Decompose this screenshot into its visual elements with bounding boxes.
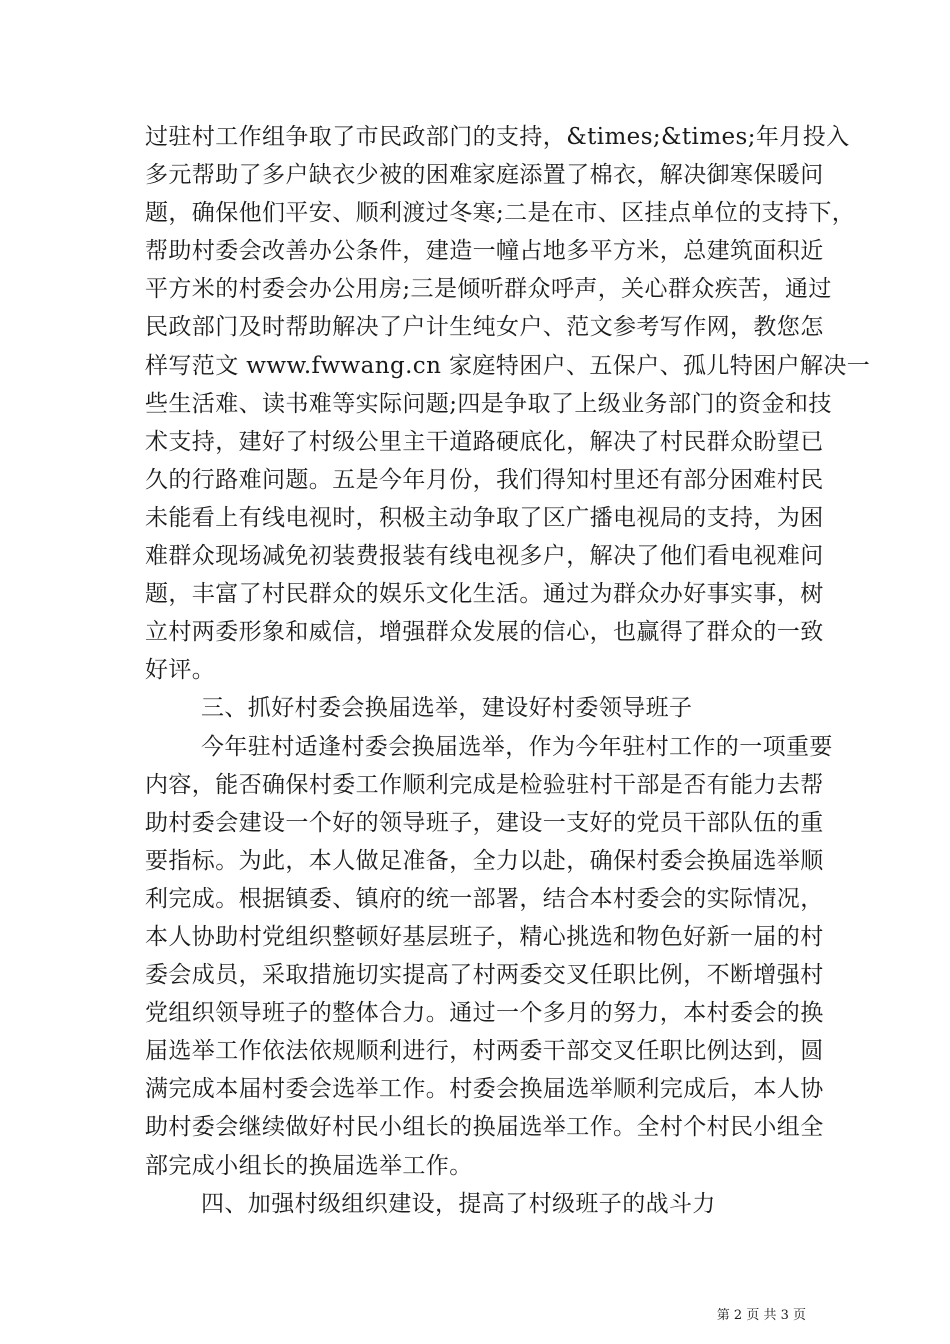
text-line: 委会成员，采取措施切实提高了村两委交叉任职比例，不断增强村 [145, 962, 824, 989]
text-line: 术支持，建好了村级公里主干道路硬底化，解决了村民群众盼望已 [145, 428, 824, 455]
text-line: 今年驻村适逢村委会换届选举，作为今年驻村工作的一项重要 [201, 733, 833, 760]
text-line: 满完成本届村委会选举工作。村委会换届选举顺利完成后，本人协 [145, 1076, 824, 1103]
text-line: 要指标。为此，本人做足准备，全力以赴，确保村委会换届选举顺 [145, 847, 824, 874]
text-line: 三、抓好村委会换届选举，建设好村委领导班子 [201, 695, 693, 722]
text-line: 部完成小组长的换届选举工作。 [145, 1152, 473, 1179]
text-line: 好评。 [145, 657, 216, 684]
text-line: 助村委会建设一个好的领导班子，建设一支好的党员干部队伍的重 [145, 809, 824, 836]
text-line: 未能看上有线电视时，积极主动争取了区广播电视局的支持，为困 [145, 504, 824, 531]
text-line: 利完成。根据镇委、镇府的统一部署，结合本村委会的实际情况， [145, 885, 824, 912]
paragraph [145, 728, 833, 1185]
text-line: 多元帮助了多户缺衣少被的困难家庭添置了棉衣，解决御寒保暖问 [145, 162, 824, 189]
text-line: 难群众现场减免初装费报装有线电视多户，解决了他们看电视难问 [145, 543, 824, 570]
text-line: 过驻村工作组争取了市民政部门的支持，&times;&times;年月投入 [145, 124, 850, 150]
text-line: 民政部门及时帮助解决了户计生纯女户、范文参考写作网，教您怎 [145, 314, 824, 341]
text-line: 帮助村委会改善办公条件，建造一幢占地多平方米，总建筑面积近 [145, 238, 824, 265]
paragraph [145, 118, 871, 689]
text-line: 助村委会继续做好村民小组长的换届选举工作。全村个村民小组全 [145, 1114, 824, 1141]
text-line: 内容，能否确保村委工作顺利完成是检验驻村干部是否有能力去帮 [145, 771, 824, 798]
text-line: 本人协助村党组织整顿好基层班子，精心挑选和物色好新一届的村 [145, 923, 824, 950]
text-line: 题，丰富了村民群众的娱乐文化生活。通过为群众办好事实事，树 [145, 581, 824, 608]
text-line: 届选举工作依法依规顺利进行，村两委干部交叉任职比例达到，圆 [145, 1038, 824, 1065]
page-number-footer: 第 2 页 共 3 页 [716, 1308, 806, 1323]
paragraph [145, 1185, 817, 1223]
text-line: 立村两委形象和威信，增强群众发展的信心，也赢得了群众的一致 [145, 619, 824, 646]
text-line: 样写范文 www.fwwang.cn 家庭特困户、五保户、孤儿特困户解决一 [145, 352, 871, 379]
paragraph [145, 689, 817, 727]
text-line: 四、加强村级组织建设，提高了村级班子的战斗力 [201, 1190, 716, 1217]
text-line: 党组织领导班子的整体合力。通过一个多月的努力，本村委会的换 [145, 1000, 824, 1027]
text-line: 题，确保他们平安、顺利渡过冬寒;二是在市、区挂点单位的支持下， [145, 200, 856, 227]
document-body [145, 118, 871, 1223]
text-line: 久的行路难问题。五是今年月份，我们得知村里还有部分困难村民 [145, 466, 824, 493]
text-line: 些生活难、读书难等实际问题;四是争取了上级业务部门的资金和技 [145, 390, 832, 417]
text-line: 平方米的村委会办公用房;三是倾听群众呼声，关心群众疾苦，通过 [145, 276, 832, 303]
